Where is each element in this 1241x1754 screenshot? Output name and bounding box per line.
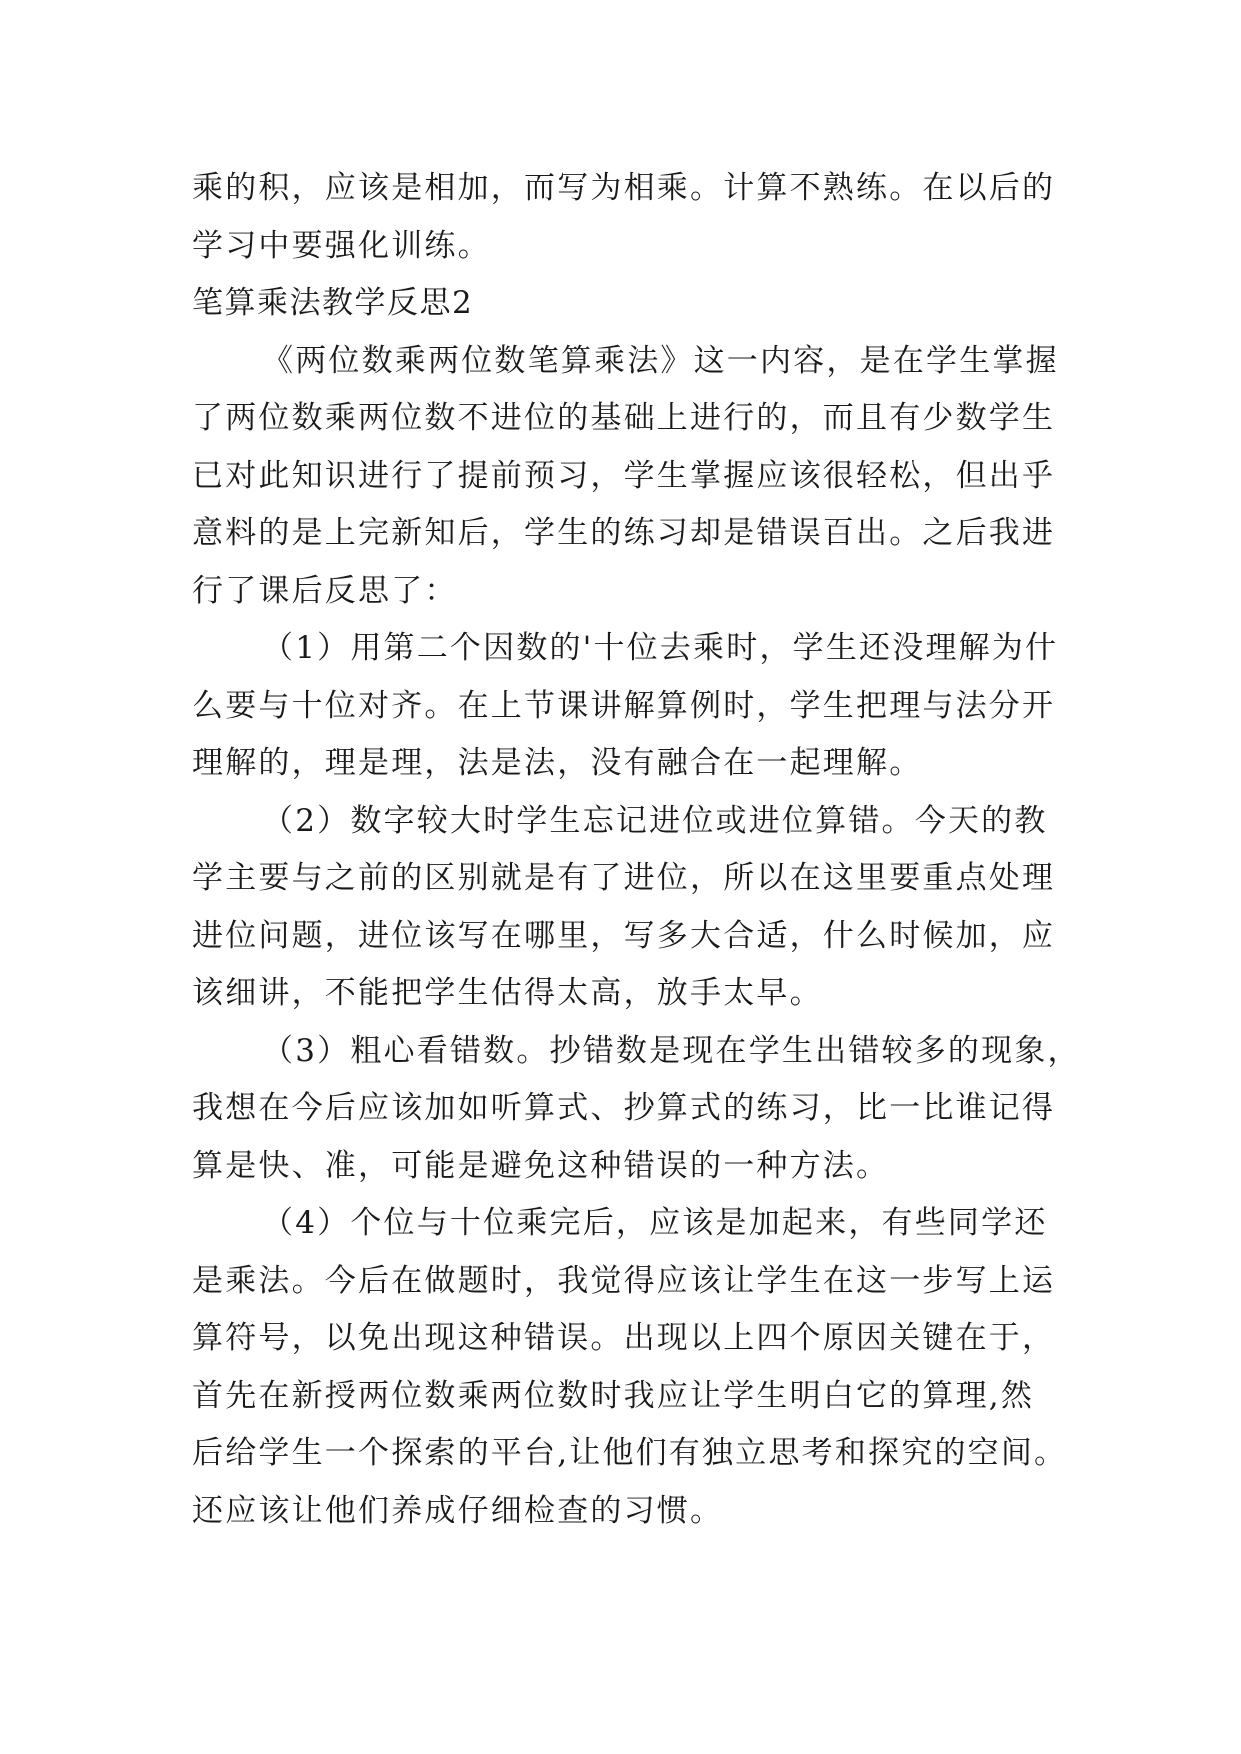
text-line: 算符号，以免出现这种错误。出现以上四个原因关键在于， <box>192 1320 1056 1356</box>
paragraph-first-line: （2）数字较大时学生忘记进位或进位算错。今天的教 <box>262 802 1048 839</box>
section-heading: 笔算乘法教学反思2 <box>192 285 474 321</box>
text-line: 学主要与之前的区别就是有了进位，所以在这里要重点处理 <box>192 860 1056 896</box>
text-line: 后给学生一个探索的平台,让他们有独立思考和探究的空间。 <box>192 1435 1068 1471</box>
text-line: 学习中要强化训练。 <box>192 227 491 264</box>
paragraph-first-line: （1）用第二个因数的'十位去乘时，学生还没理解为什 <box>262 630 1059 666</box>
text-line: 首先在新授两位数乘两位数时我应让学生明白它的算理,然 <box>192 1377 1035 1414</box>
paragraph-first-line: 《两位数乘两位数笔算乘法》这一内容，是在学生掌握 <box>262 342 1059 379</box>
text-line: 我想在今后应该加如听算式、抄算式的练习，比一比谁记得 <box>192 1090 1056 1126</box>
text-line: 乘的积，应该是相加，而写为相乘。计算不熟练。在以后的 <box>192 170 1056 206</box>
text-line: 是乘法。今后在做题时，我觉得应该让学生在这一步写上运 <box>192 1262 1056 1299</box>
text-line: 意料的是上完新知后，学生的练习却是错误百出。之后我进 <box>192 515 1056 551</box>
document-body <box>192 160 1081 1540</box>
paragraph-first-line: （3）粗心看错数。抄错数是现在学生出错较多的现象， <box>262 1032 1081 1069</box>
text-line: 算是快、准，可能是避免这种错误的一种方法。 <box>192 1147 890 1184</box>
text-line: 么要与十位对齐。在上节课讲解算例时，学生把理与法分开 <box>192 687 1056 724</box>
text-line: 该细讲，不能把学生估得太高，放手太早。 <box>192 975 823 1011</box>
paragraph-first-line: （4）个位与十位乘完后，应该是加起来，有些同学还 <box>262 1205 1048 1241</box>
text-line: 进位问题，进位该写在哪里，写多大合适，什么时候加，应 <box>192 917 1056 954</box>
text-line: 已对此知识进行了提前预习，学生掌握应该很轻松，但出乎 <box>192 457 1056 494</box>
text-line: 理解的，理是理，法是法，没有融合在一起理解。 <box>192 745 923 781</box>
text-line: 还应该让他们养成仔细检查的习惯。 <box>192 1492 724 1529</box>
text-line: 行了课后反思了： <box>192 572 458 609</box>
text-line: 了两位数乘两位数不进位的基础上进行的，而且有少数学生 <box>192 400 1056 436</box>
